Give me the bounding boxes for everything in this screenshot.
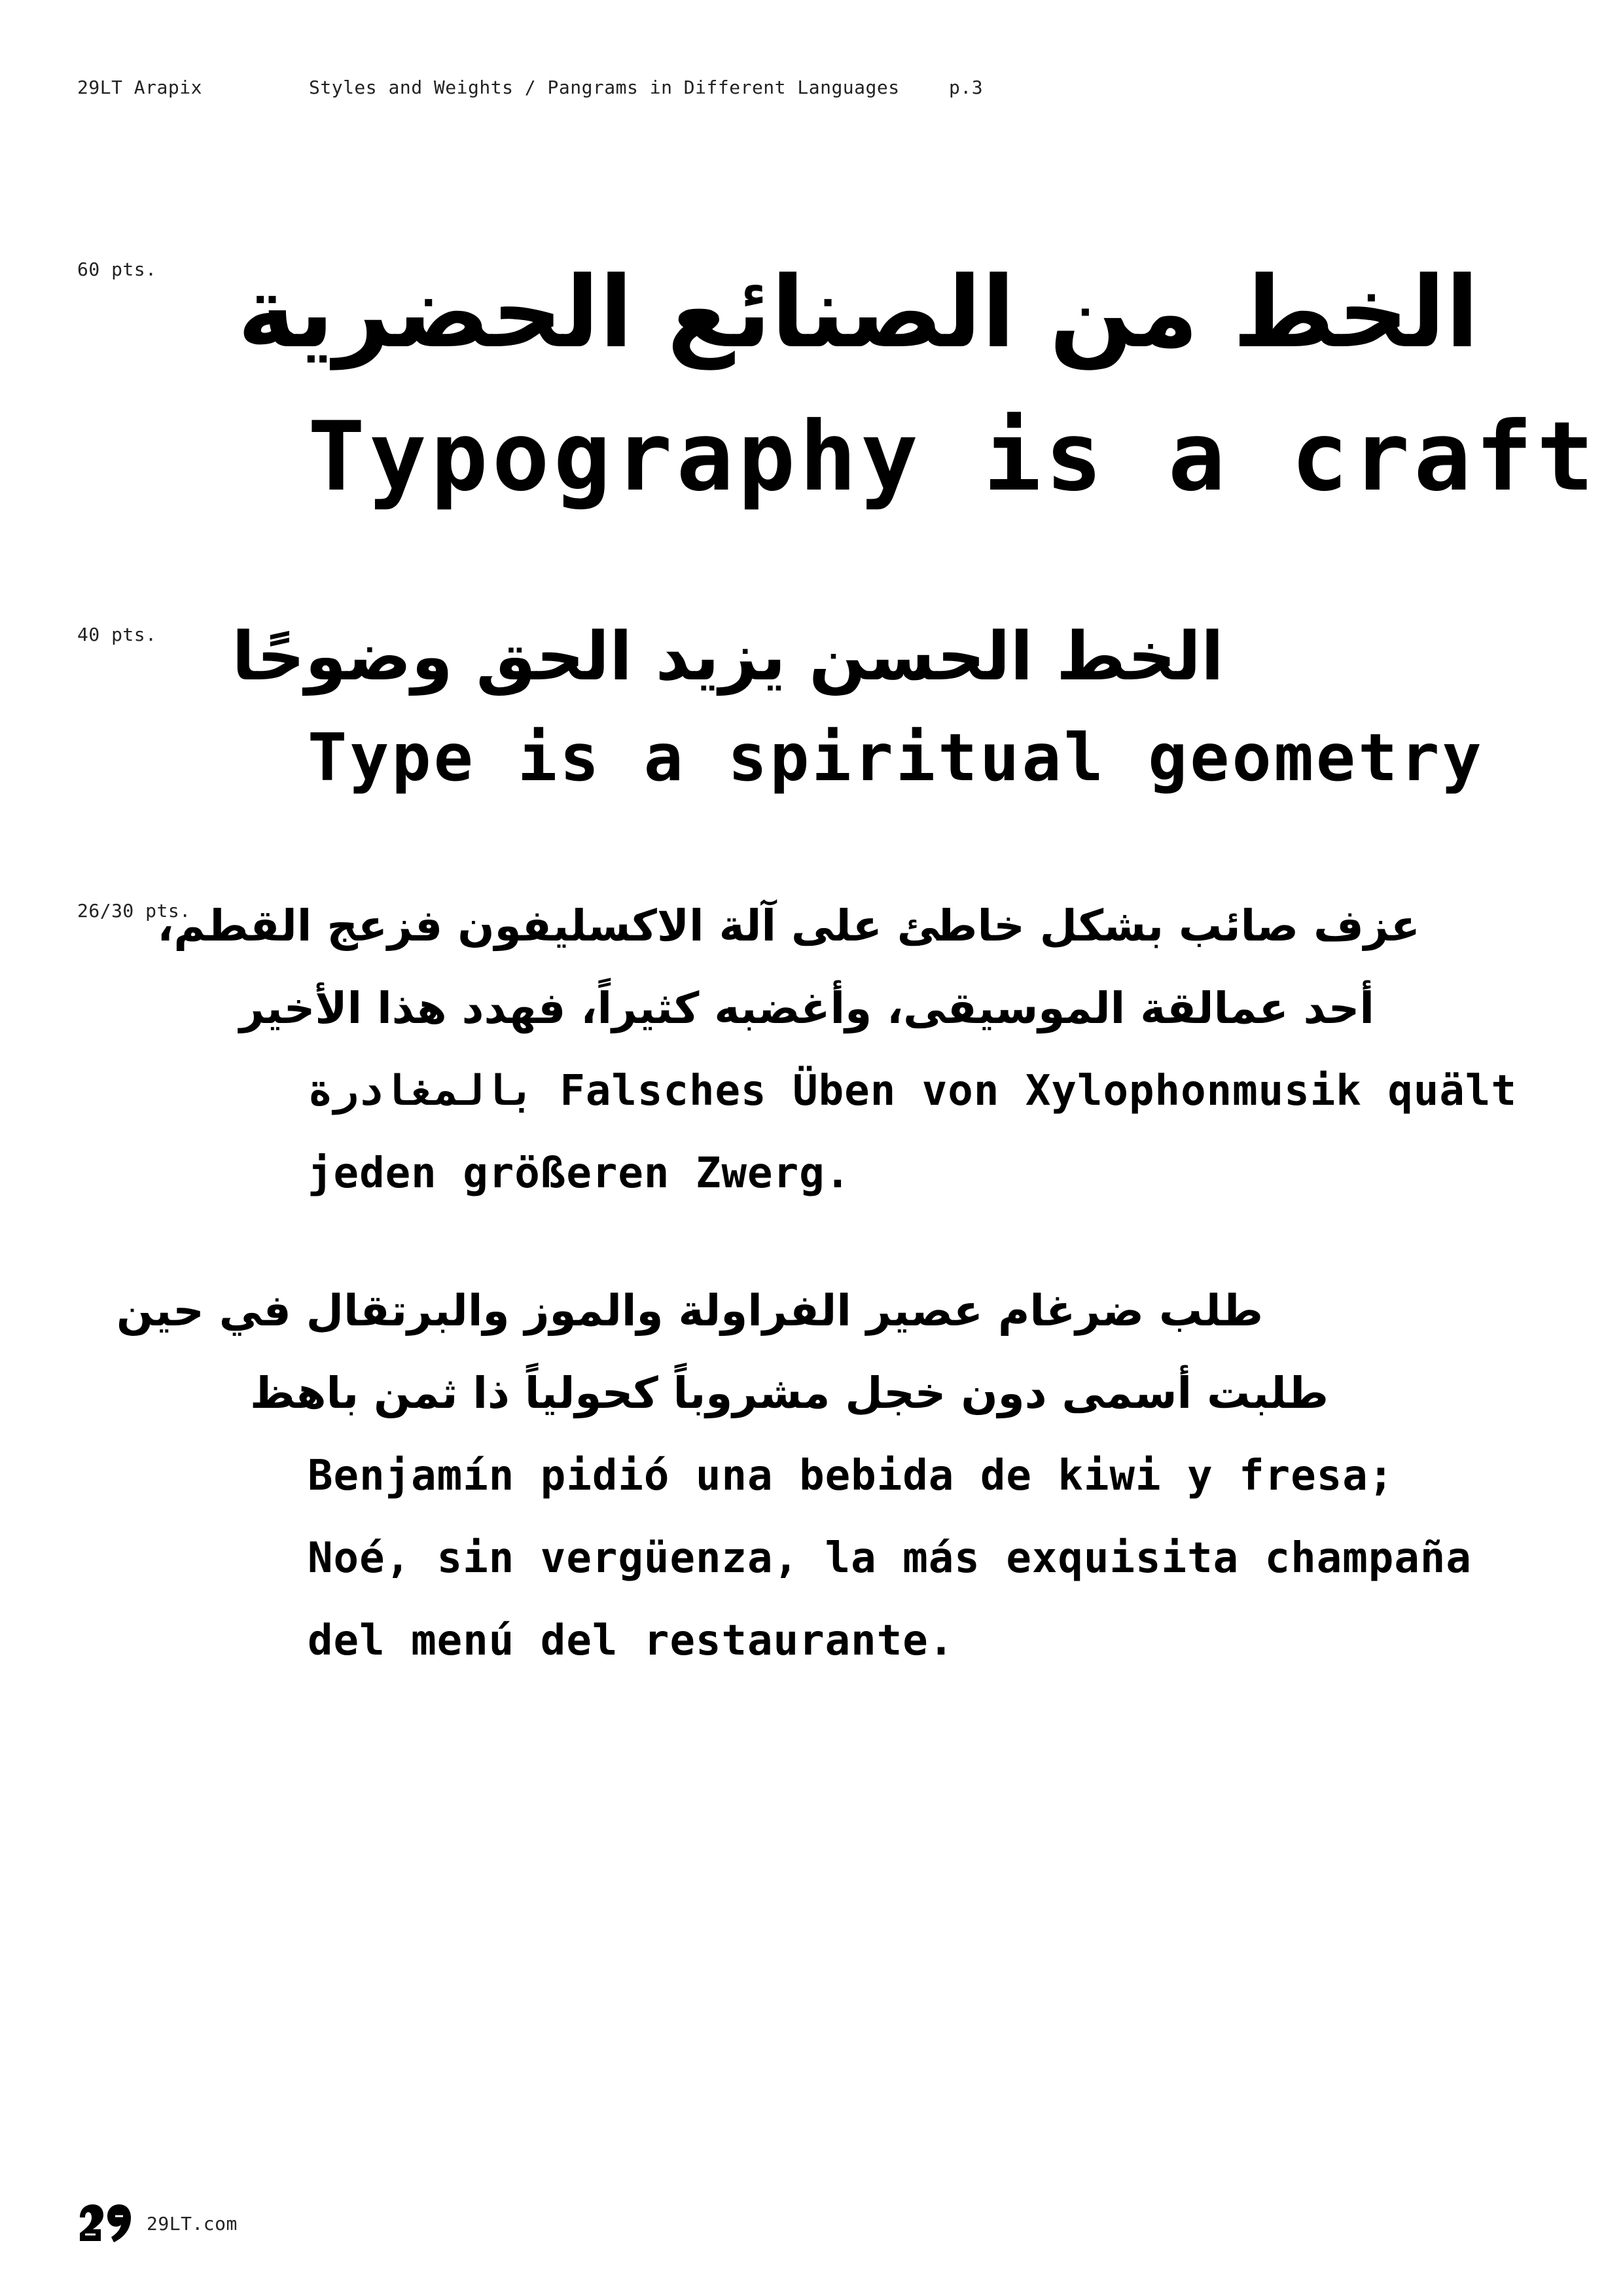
paragraph-2-line-1: طلب ضرغام عصير الفراولة والموز والبرتقال في حين (116, 1285, 1263, 1336)
paragraph-2-line-2: طلبت أسمى دون خجل مشروباً كحولياً ذا ثمن باهظ (250, 1368, 1329, 1418)
paragraph-2-line-3: Benjamín pidió una bebida de kiwi y fresa; (308, 1452, 1395, 1500)
paragraph-2-line-4: Noé, sin vergüenza, la más exquisita champaña (308, 1534, 1472, 1583)
arabic-sample-40: الخط الحسن يزيد الحق وضوحًا (232, 618, 1224, 696)
paragraph-1-line-3: بالمغادرة Falsches Üben von Xylophonmusik quält (308, 1067, 1517, 1115)
paragraph-2-line-5: del menú del restaurante. (308, 1617, 955, 1665)
paragraph-1-line-1: عزف صائب بشكل خاطئ على آلة الاكسليفون فزعج القطم، (157, 901, 1420, 951)
size-label-26-30: 26/30 pts. (77, 900, 191, 922)
header-font-name: 29LT Arapix (77, 77, 202, 98)
header-page-number: p.3 (949, 77, 984, 98)
arabic-sample-60: الخط من الصنائع الحضرية (237, 256, 1479, 370)
size-label-60: 60 pts. (77, 259, 157, 280)
latin-sample-60: Typography is a craft (308, 401, 1598, 512)
size-label-40: 40 pts. (77, 624, 157, 645)
29lt-logo-icon (77, 2203, 132, 2244)
latin-sample-40: Type is a spiritual geometry (308, 719, 1484, 796)
paragraph-1-line-4: jeden größeren Zwerg. (308, 1149, 851, 1198)
paragraph-1-line-2: أحد عمالقة الموسيقى، وأغضبه كثيراً، فهدد هذا الأخير (239, 983, 1374, 1033)
footer-website[interactable]: 29LT.com (147, 2213, 238, 2234)
header-section-title: Styles and Weights / Pangrams in Different Languages (309, 77, 900, 98)
